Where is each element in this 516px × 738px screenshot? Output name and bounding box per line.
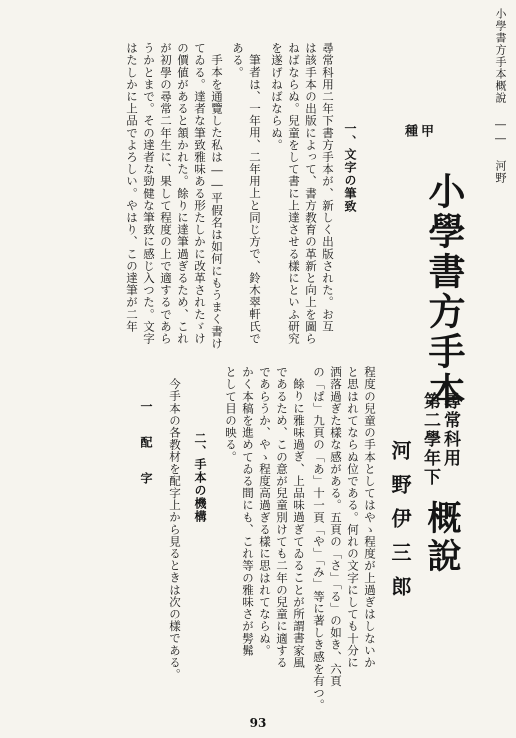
- section-heading-1: 一、文字の筆致: [343, 122, 357, 213]
- page-title: 小學書方手本: [422, 172, 466, 412]
- body-line: 手本を通覽した私は――平假名は如何にもうまく書け: [210, 54, 224, 350]
- body-line: 洒落過ぎた樣な感がある。五頁の「さ」「る」の如き、六頁: [329, 366, 343, 687]
- title-shu: 種: [402, 124, 417, 137]
- section-heading-3: 一 配 字: [139, 400, 153, 490]
- body-line: の價値があると頷かれた。餘りに達筆過ぎるため、これ: [176, 42, 190, 345]
- body-line: と思はれてならぬ位である。何れの文字にしても十分に: [346, 366, 360, 669]
- body-line: は該手本の出版によって、書方教育の革新と向上を圖ら: [304, 42, 318, 345]
- body-line: であらうか、やゝ程度高過ぎる樣に思はれてならぬ。: [258, 366, 272, 657]
- body-line: として目の映る。: [224, 366, 238, 463]
- body-line: 今手本の各教材を配字上から見るときは次の樣である。: [168, 378, 182, 681]
- body-line: うかとまで。その達者な勁健な筆致に感じ入つた。文字: [142, 42, 156, 345]
- title-kou: 甲: [418, 124, 433, 137]
- body-line: てゐる。達者な筆致雅味ある形たしかに改革されたゞけ: [193, 42, 207, 345]
- running-header: 小學書方手本概說 ―― 河野: [494, 8, 507, 184]
- title-grade-year: 第二學年下: [420, 392, 440, 487]
- body-line: 筆者は、一年用、二年用上と同じ方で、鈴木翠軒氏で: [248, 54, 262, 345]
- body-line: を遂げねばならぬ。: [270, 42, 284, 151]
- body-line: はたしかに上品でよろしい。やはり、この達筆が二年: [125, 42, 139, 333]
- body-line: が初學の尋常二年生に、果して程度の上で適するであら: [159, 42, 173, 345]
- body-line: の「ぱ」九頁の「あ」十一頁「や」「み」等に著しき感を有つ。: [312, 366, 326, 712]
- title-gaisetsu: 概說: [421, 500, 461, 576]
- body-line: 餘りに雅味過ぎ、上品味過ぎてゐることが所謂書家風: [292, 378, 306, 669]
- body-line: 尋常科用二年下書方手本が、新しく出版された。お互: [321, 42, 335, 333]
- body-line: ある。: [231, 42, 245, 79]
- body-line: ねばならぬ。兒童をして書に上達させる樣にといふ研究: [287, 42, 301, 345]
- section-heading-2: 二、手本の機構: [193, 432, 207, 523]
- body-line: 程度の兒童の手本としてはやゝ程度が上過ぎはしないか: [363, 366, 377, 669]
- title-grade-category: 尋常科用: [440, 392, 460, 468]
- body-line: であるため、この意が兒童別けても二年の兒童に適する: [275, 366, 289, 669]
- body-line: かく本稿を進めてゐる間にも、これ等の雅味さが髣髴: [241, 366, 255, 657]
- page-number: 93: [249, 716, 267, 730]
- author-name: 河野伊三郎: [388, 440, 412, 610]
